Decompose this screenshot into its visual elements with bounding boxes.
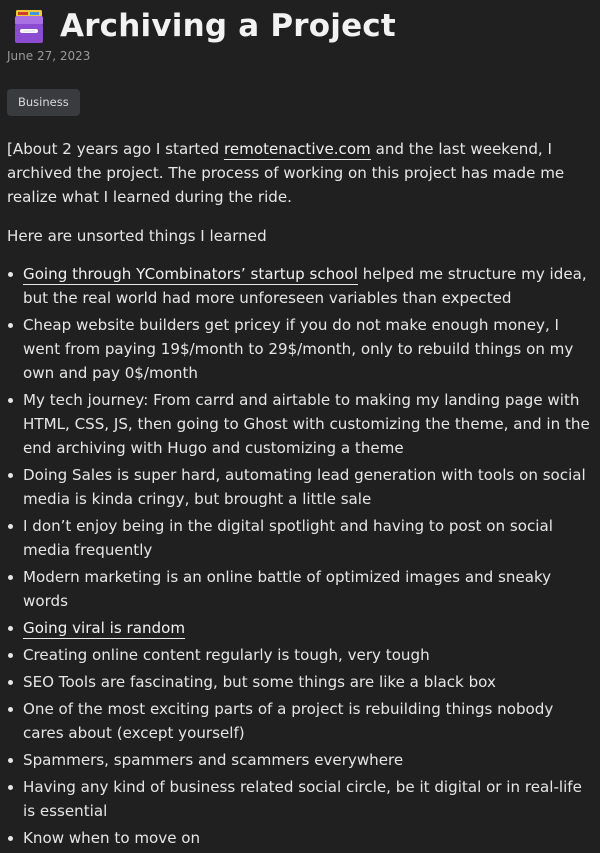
list-item-text: Modern marketing is an online battle of optimized images and sneaky words [23,568,552,610]
category-tag[interactable]: Business [7,89,80,116]
list-item [7,262,597,310]
post-content [7,137,597,853]
list-item-text: Having any kind of business related social circle, be it digital or in real-life is essential [23,778,582,820]
list-item-text: Doing Sales is super hard, automating lead generation with tools on social media is kinda cringy, but brought a little sale [23,466,586,508]
list-item [7,643,597,667]
list-item-text: Cheap website builders get pricey if you do not make enough money, I went from paying 19$/month to 29$/month, only to rebuild things on my own and pay 0$/month [23,316,574,382]
list-item-text: Know when to move on [23,829,201,847]
list-item [7,670,597,694]
intro-text-before: [About 2 years ago I started [7,140,224,158]
archive-box-emoji-icon [10,7,48,45]
list-item [7,313,597,385]
list-item [7,388,597,460]
list-item-text: Spammers, spammers and scammers everywhere [23,751,404,769]
list-item [7,565,597,613]
list-item-text: One of the most exciting parts of a project is rebuilding things nobody cares about (except yourself) [23,700,554,742]
list-item [7,514,597,562]
page-title: Archiving a Project [60,8,396,44]
learned-subheading: Here are unsorted things I learned [7,227,267,245]
list-item [7,697,597,745]
list-item [7,775,597,823]
post-header [10,6,396,46]
intro-paragraph [7,137,597,209]
list-item [7,616,597,640]
startup-school-link[interactable]: Going through YCombinators’ startup school [23,265,358,283]
remotenactive-link[interactable]: remotenactive.com [223,140,371,158]
going-viral-link[interactable]: Going viral is random [23,619,186,637]
list-item-text: Creating online content regularly is tough, very tough [23,646,430,664]
post-date: June 27, 2023 [7,49,91,63]
list-item [7,826,597,850]
intro-text-after: and the last weekend, I archived the project. The process of working on this project has made me realize what I learned during the ride. [7,140,565,206]
list-item-text: SEO Tools are fascinating, but some things are like a black box [23,673,496,691]
list-item-text: I don’t enjoy being in the digital spotlight and having to post on social media frequently [23,517,553,559]
list-item [7,748,597,772]
list-item-text: My tech journey: From carrd and airtable to making my landing page with HTML, CSS, JS, then going to Ghost with customizing the theme, and in the end archiving with Hugo and customizing a theme [23,391,590,457]
list-item [7,463,597,511]
list-item-text: helped me structure my idea, but the real world had more unforeseen variables than expected [23,265,587,307]
